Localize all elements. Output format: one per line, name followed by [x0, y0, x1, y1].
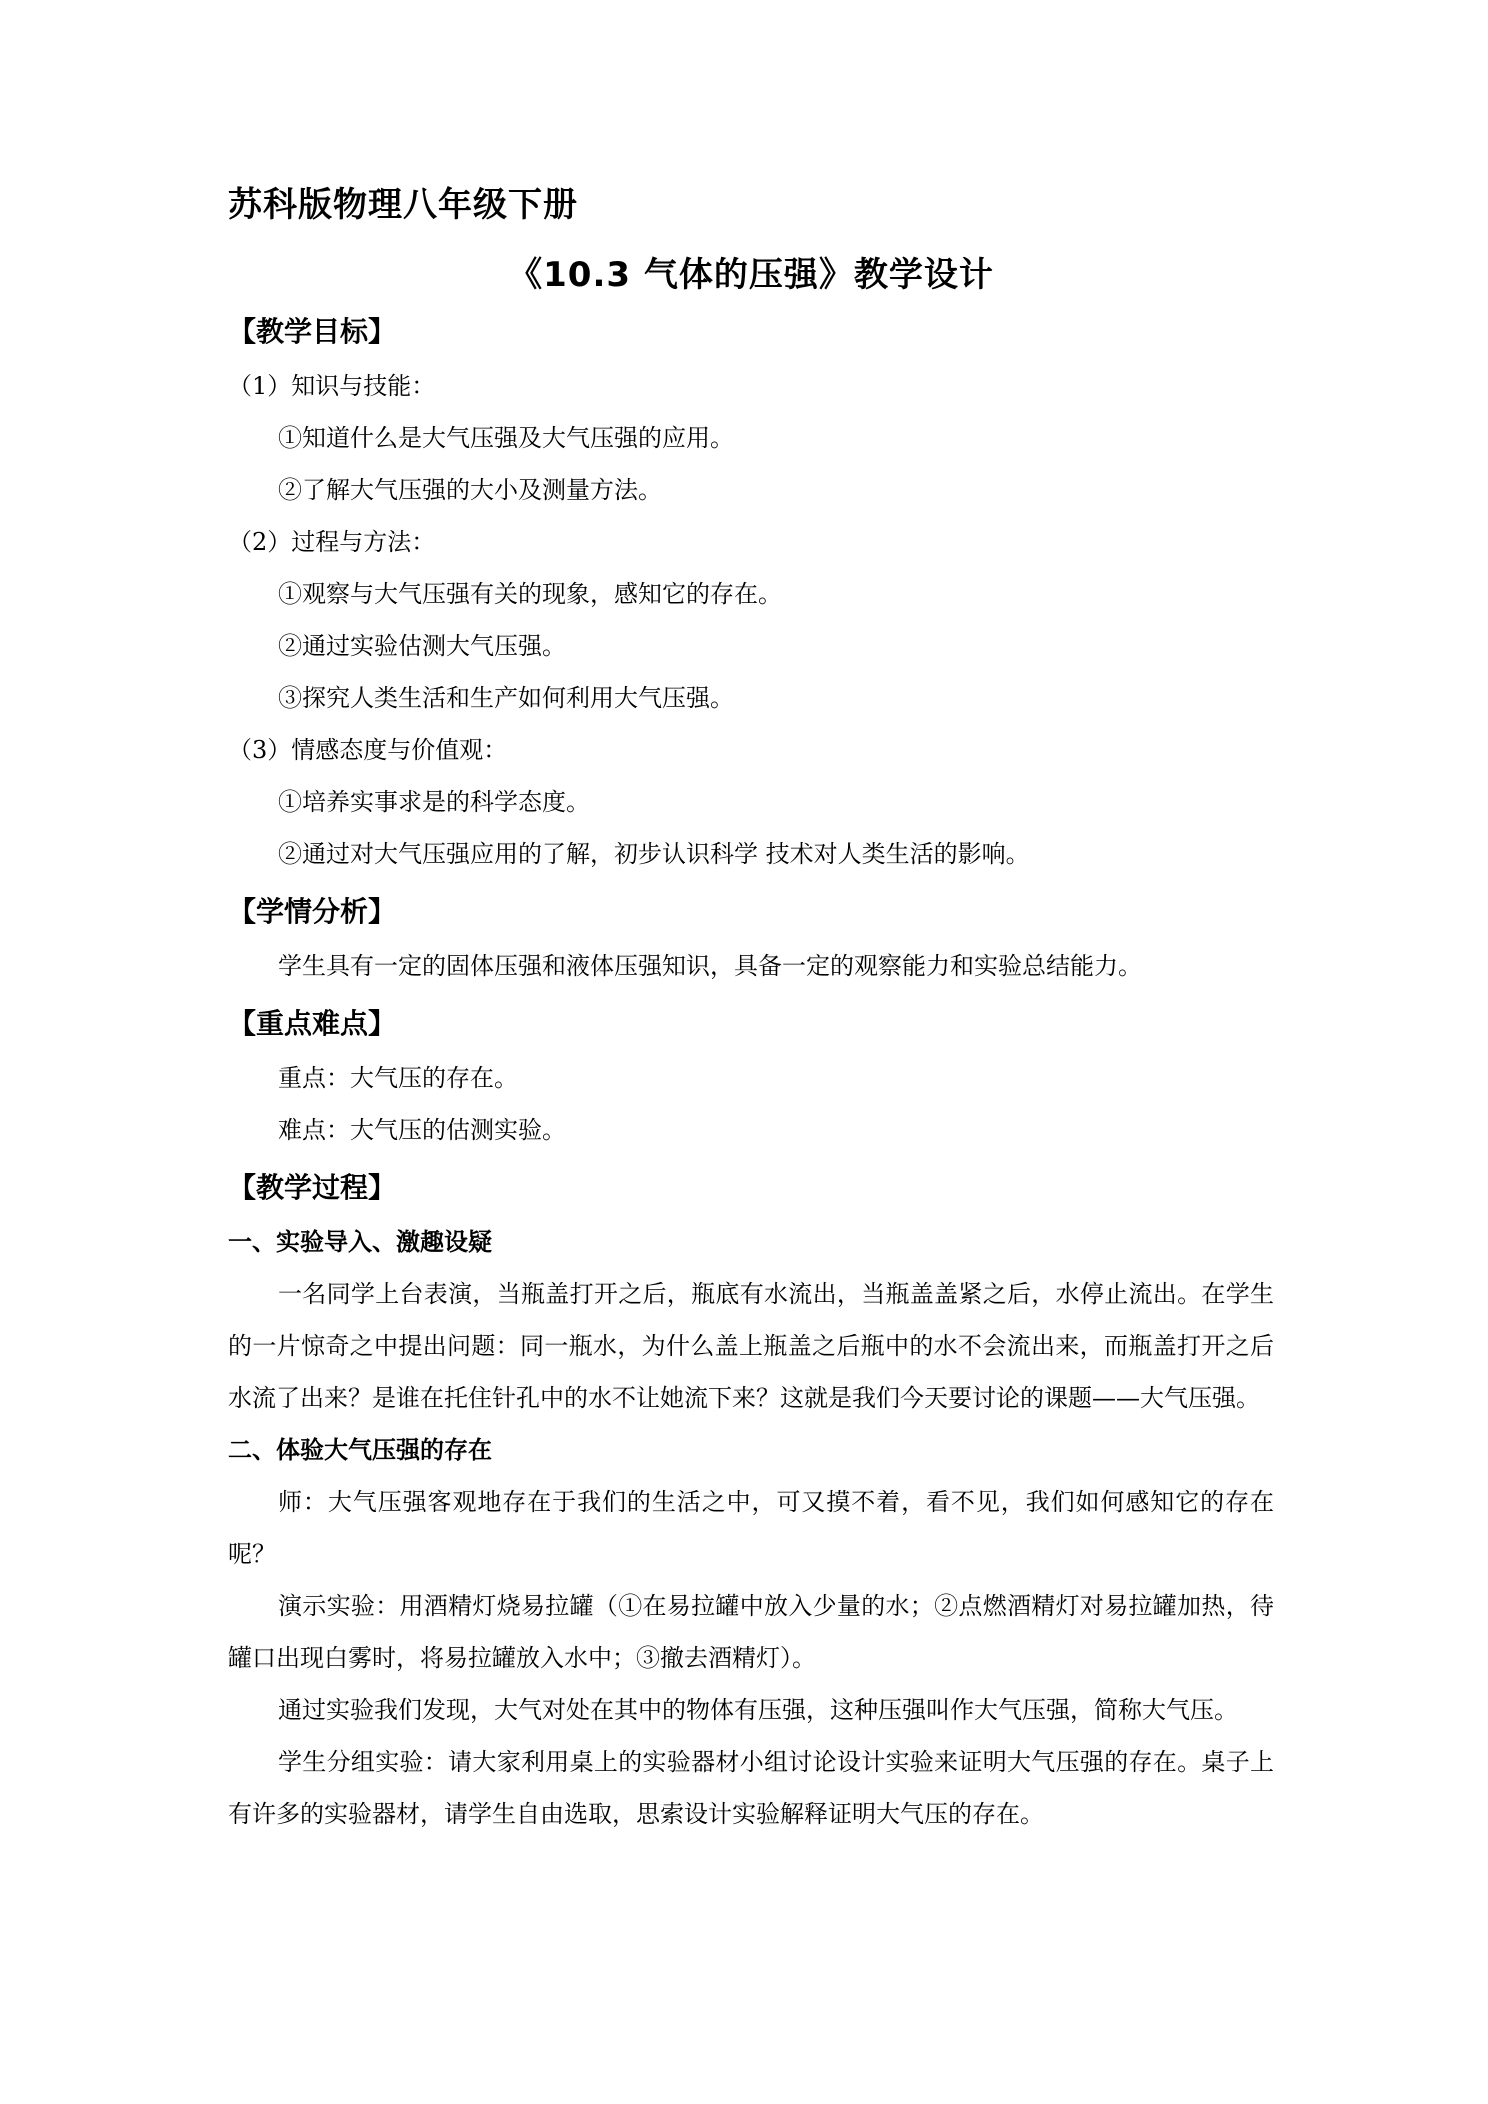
part2-paragraph: 通过实验我们发现，大气对处在其中的物体有压强，这种压强叫作大气压强，简称大气压。 — [278, 1696, 1238, 1724]
document-page — [228, 180, 1274, 1840]
analysis-text: 学生具有一定的固体压强和液体压强知识，具备一定的观察能力和实验总结能力。 — [278, 952, 1142, 980]
difficult-point-text: 难点：大气压的估测实验。 — [278, 1116, 566, 1144]
list-item: ②通过对大气压强应用的了解，初步认识科学 技术对人类生活的影响。 — [278, 840, 1030, 868]
document-title: 苏科版物理八年级下册 — [228, 185, 578, 225]
part2-paragraph: 演示实验：用酒精灯烧易拉罐（①在易拉罐中放入少量的水；②点燃酒精灯对易拉罐加热，待罐口出现白雾时，将易拉罐放入水中；③撤去酒精灯）。 — [228, 1592, 1274, 1672]
section-header-process: 【教学过程】 — [228, 1171, 397, 1204]
subheader-knowledge: （1）知识与技能： — [228, 372, 436, 400]
list-item: ①观察与大气压强有关的现象，感知它的存在。 — [278, 580, 782, 608]
document-subtitle: 《10.3 气体的压强》教学设计 — [508, 255, 994, 295]
subheader-process: （2）过程与方法： — [228, 528, 436, 556]
list-item: ③探究人类生活和生产如何利用大气压强。 — [278, 684, 734, 712]
part1-heading: 一、实验导入、激趣设疑 — [228, 1228, 492, 1256]
part2-paragraph: 师：大气压强客观地存在于我们的生活之中，可又摸不着，看不见，我们如何感知它的存在呢？ — [228, 1488, 1274, 1568]
key-point-text: 重点：大气压的存在。 — [278, 1064, 518, 1092]
section-header-key-points: 【重点难点】 — [228, 1007, 397, 1040]
section-header-analysis: 【学情分析】 — [228, 895, 397, 928]
list-item: ①培养实事求是的科学态度。 — [278, 788, 590, 816]
subheader-emotion: （3）情感态度与价值观： — [228, 736, 508, 764]
list-item: ②了解大气压强的大小及测量方法。 — [278, 476, 662, 504]
list-item: ②通过实验估测大气压强。 — [278, 632, 566, 660]
section-header-objectives: 【教学目标】 — [228, 315, 397, 348]
part1-paragraph: 一名同学上台表演，当瓶盖打开之后，瓶底有水流出，当瓶盖盖紧之后，水停止流出。在学生的一片惊奇之中提出问题：同一瓶水，为什么盖上瓶盖之后瓶中的水不会流出来，而瓶盖打开之后水流了出来？是谁在托住针孔中的水不让她流下来？这就是我们今天要讨论的课题——大气压强。 — [228, 1280, 1274, 1412]
part2-paragraph: 学生分组实验：请大家利用桌上的实验器材小组讨论设计实验来证明大气压强的存在。桌子上有许多的实验器材，请学生自由选取，思索设计实验解释证明大气压的存在。 — [228, 1748, 1274, 1828]
list-item: ①知道什么是大气压强及大气压强的应用。 — [278, 424, 734, 452]
part2-heading: 二、体验大气压强的存在 — [228, 1436, 492, 1464]
